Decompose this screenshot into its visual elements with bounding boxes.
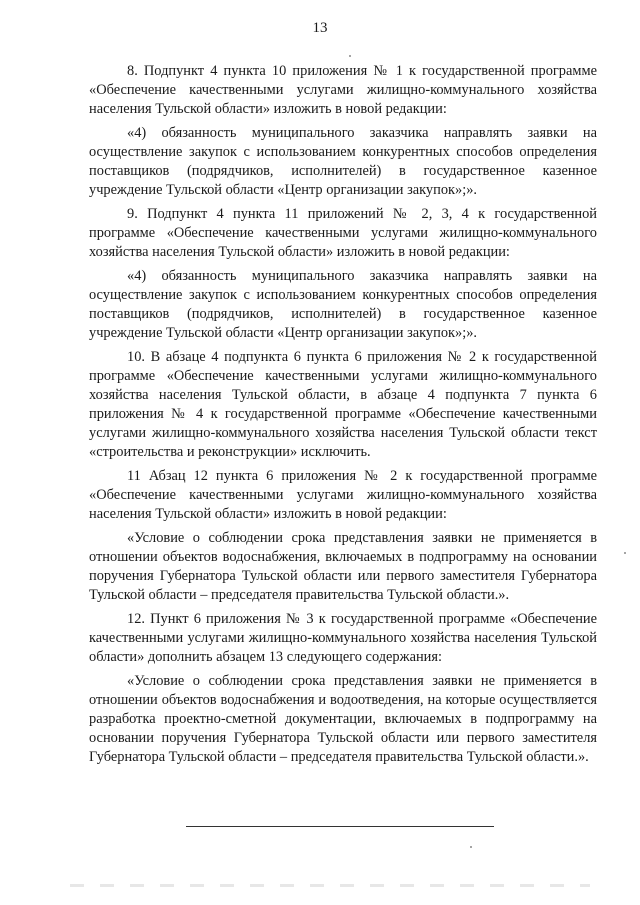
paragraph-8: 8. Подпункт 4 пункта 10 приложения № 1 к государственной программе «Обеспечение качественными услугами жилищно-коммунального хозяйства населения Тульской области» изложить в новой редакции: — [89, 63, 597, 117]
end-separator-line — [186, 826, 494, 827]
paragraph-9: 9. Подпункт 4 пункта 11 приложений № 2, 3, 4 к государственной программе «Обеспечение качественными услугами жилищно-коммунального хозяйства населения Тульской области» изложить в новой редакции: — [89, 206, 597, 260]
quote-paragraph-9: «4) обязанность муниципального заказчика направлять заявки на осуществление закупок с использованием конкурентных способов определения поставщиков (подрядчиков, исполнителей) в государственное казенное учреждение Тульской области «Центр организации закупок»;». — [89, 268, 597, 341]
document-body — [89, 62, 597, 772]
quote-paragraph-8: «4) обязанность муниципального заказчика направлять заявки на осуществление закупок с использованием конкурентных способов определения поставщиков (подрядчиков, исполнителей) в государственное казенное учреждение Тульской области «Центр организации закупок»;». — [89, 125, 597, 198]
scan-artifact-dot — [624, 552, 626, 554]
paragraph-11: 11 Абзац 12 пункта 6 приложения № 2 к государственной программе «Обеспечение качественными услугами жилищно-коммунального хозяйства населения Тульской области» изложить в новой редакции: — [89, 468, 597, 522]
paragraph-12: 12. Пункт 6 приложения № 3 к государственной программе «Обеспечение качественными услугами жилищно-коммунального хозяйства населения Тульской области» дополнить абзацем 13 следующего содержания: — [89, 611, 597, 665]
quote-paragraph-12: «Условие о соблюдении срока представления заявки не применяется в отношении объектов водоснабжения и водоотведения, на которые осуществляется разработка проектно-сметной документации, включаемых в подпрограмму на основании поручения Губернатора Тульской области или первого заместителя Губернатора Тульской области – председателя правительства Тульской области.». — [89, 673, 597, 765]
quote-paragraph-11: «Условие о соблюдении срока представления заявки не применяется в отношении объектов водоснабжения, включаемых в подпрограмму на основании поручения Губернатора Тульской области или первого заместителя Губернатора Тульской области – председателя правительства Тульской области.». — [89, 530, 597, 603]
paragraph-10: 10. В абзаце 4 подпункта 6 пункта 6 приложения № 2 к государственной программе «Обеспечение качественными услугами жилищно-коммунального хозяйства населения Тульской области, в абзаце 4 подпункта 7 пункта 6 приложения № 4 к государственной программе «Обеспечение качественными услугами жилищно-коммунального хозяйства населения Тульской области текст «строительства и реконструкции» исключить. — [89, 349, 597, 460]
scan-artifact-strip — [70, 884, 590, 887]
page-number: 13 — [312, 20, 328, 36]
scan-artifact-dot — [349, 55, 351, 57]
scan-artifact-dot — [470, 846, 472, 848]
